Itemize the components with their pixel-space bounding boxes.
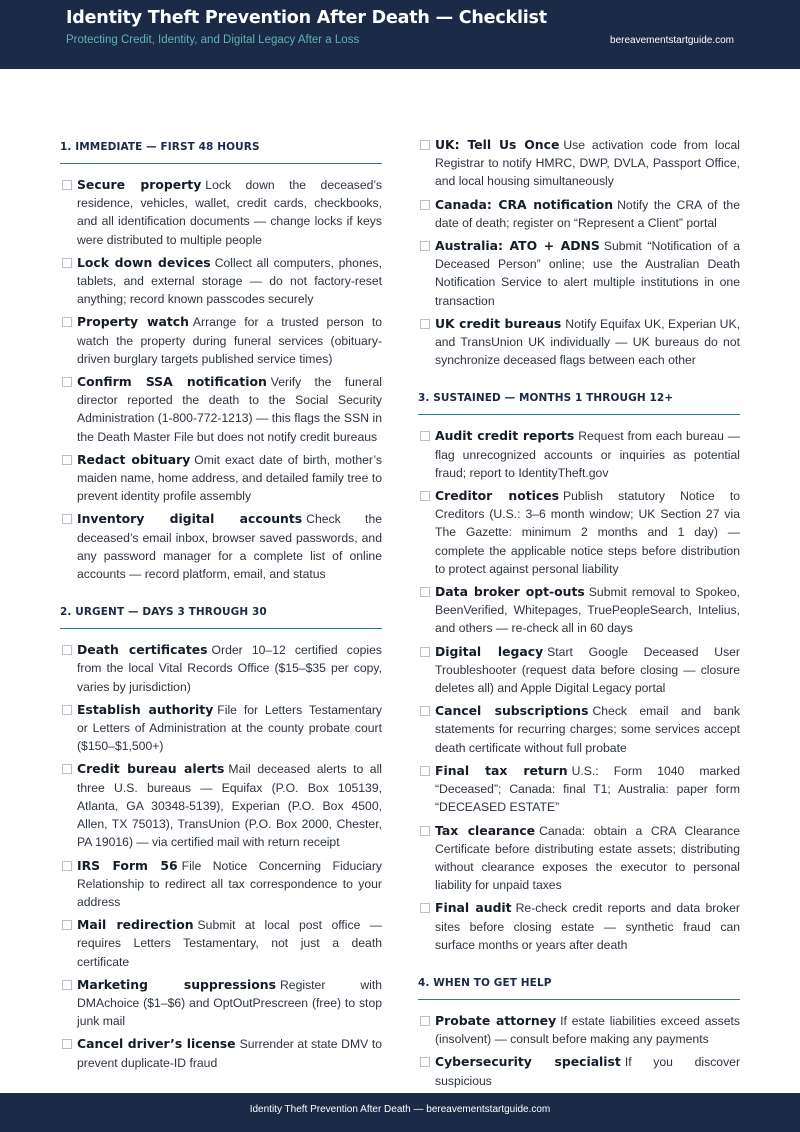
checklist-item: [60, 976, 382, 1031]
checklist-item-text: Collect all computers, phones, tablets, and external storage — do not factory-reset anything; record known passcodes securely: [77, 255, 382, 307]
checkbox-icon[interactable]: [420, 241, 430, 251]
left-column: [60, 136, 382, 1077]
right-column: [418, 136, 740, 1095]
checkbox-icon[interactable]: [420, 903, 430, 913]
checklist-item: [418, 196, 740, 232]
checkbox-icon[interactable]: [420, 1016, 430, 1026]
checkbox-icon[interactable]: [62, 377, 72, 387]
checklist-item-title: Creditor notices: [435, 488, 560, 504]
footer-text: Identity Theft Prevention After Death — bereavementstartguide.com: [249, 1104, 551, 1115]
checklist-item-text: Submit at local post office — requires Letters Testamentary, not just a death certificate: [77, 918, 382, 969]
section-heading-sustained: 3. SUSTAINED — MONTHS 1 THROUGH 12+: [418, 387, 740, 415]
checkbox-icon[interactable]: [62, 455, 72, 465]
checklist-item-text: Mail deceased alerts to all three U.S. bureaus — Equifax (P.O. Box 105139, Atlanta, GA 30348-5139), Experian (P.O. Box 4500, Allen, TX 75013), TransUnion (P.O. Box 2000, Chester, PA 19016) — via certified mail with return receipt: [77, 762, 382, 850]
checklist-item-text: File for Letters Testamentary or Letters of Administration at the county probate court ($150–$1,500+): [77, 702, 382, 754]
checklist-item-title: Mail redirection: [77, 917, 194, 933]
checkbox-icon[interactable]: [420, 140, 430, 150]
page-header: [0, 0, 800, 69]
checklist-item: [60, 510, 382, 583]
checklist-item-title: Death certificates: [77, 642, 208, 658]
checklist-item-title: Final audit: [435, 900, 512, 916]
checklist-item-text: Register with DMAchoice ($1–$6) and OptOutPrescreen (free) to stop junk mail: [77, 977, 382, 1029]
checklist-item-title: Final tax return: [435, 762, 568, 778]
checklist-item: [418, 643, 740, 698]
checklist-immediate: [60, 176, 382, 583]
checkbox-icon[interactable]: [62, 514, 72, 524]
checklist-item-title: Tax clearance: [435, 822, 536, 838]
checklist-item-text: Omit exact date of birth, mother’s maiden name, home address, and detailed family tree to prevent identity profile assembly: [77, 452, 382, 504]
checklist-item-text: Check email and bank statements for recurring charges; some services accept death certificate without full probate: [435, 704, 740, 755]
site-url: bereavementstartguide.com: [610, 35, 734, 46]
checkbox-icon[interactable]: [420, 706, 430, 716]
checklist-item-text: Lock down the deceased’s residence, vehicles, wallet, credit cards, checkbooks, and all identification documents — change locks if keys were distributed to multiple people: [77, 178, 382, 247]
checklist-item-text: Arrange for a trusted person to watch the property during funeral services (obituary-driven burglary targets published service times): [77, 315, 382, 366]
checklist-item-text: U.S.: Form 1040 marked “Deceased”; Canada: final T1; Australia: paper form “DECEASED ESTATE”: [435, 763, 740, 815]
checklist-item-title: Redact obituary: [77, 451, 191, 467]
checklist-item-title: Property watch: [77, 314, 189, 330]
checklist-item-text: Submit “Notification of a Deceased Person” online; use the Australian Death Notification Service to alert multiple institutions in one transaction: [435, 239, 740, 308]
checkbox-icon[interactable]: [62, 705, 72, 715]
checklist-sustained: [418, 427, 740, 953]
checklist-item-title: Data broker opt-outs: [435, 584, 585, 600]
checklist-item: [418, 136, 740, 191]
checkbox-icon[interactable]: [62, 980, 72, 990]
checklist-item-title: IRS Form 56: [77, 857, 178, 873]
checklist-item-title: UK: Tell Us Once: [435, 137, 560, 152]
checklist-item: [60, 176, 382, 249]
checklist-item-title: Probate attorney: [435, 1012, 557, 1028]
checklist-item: [60, 313, 382, 368]
checkbox-icon[interactable]: [420, 431, 430, 441]
checklist-item: [418, 822, 740, 895]
checklist-item: [418, 583, 740, 638]
checklist-item: [418, 899, 740, 954]
checkbox-icon[interactable]: [420, 826, 430, 836]
checklist-item-text: If estate liabilities exceed assets (insolvent) — consult before making any payments: [435, 1013, 740, 1047]
checklist-item: [418, 762, 740, 817]
checklist-item: [418, 1012, 740, 1048]
checklist-item-text: Notify Equifax UK, Experian UK, and TransUnion UK individually — UK bureaus do not synchronize deceased flags between each other: [435, 316, 740, 368]
checklist-item-title: Cancel subscriptions: [435, 703, 589, 719]
checkbox-icon[interactable]: [420, 587, 430, 597]
checklist-item: [60, 1035, 382, 1071]
checklist-item-text: File Notice Concerning Fiduciary Relationship to redirect all tax correspondence to your address: [77, 858, 382, 909]
checklist-item-text: Surrender at state DMV to prevent duplicate-ID fraud: [77, 1037, 382, 1070]
section-heading-urgent: 2. URGENT — DAYS 3 THROUGH 30: [60, 601, 382, 629]
checklist-urgent: [60, 641, 382, 1071]
checklist-item: [418, 487, 740, 578]
checklist-item-title: Digital legacy: [435, 643, 544, 659]
checklist-item-title: Credit bureau alerts: [77, 761, 225, 777]
checklist-item-title: UK credit bureaus: [435, 315, 562, 331]
checklist-item: [60, 451, 382, 506]
checklist-item: [418, 427, 740, 482]
checklist-item-text: Verify the funeral director reported the death to the Social Security Administration (1-800-772-1213) — this flags the SSN in the Death Master File but does not notify credit bureaus: [77, 375, 382, 444]
checklist-item-title: Secure property: [77, 177, 202, 192]
section-heading-help: 4. WHEN TO GET HELP: [418, 972, 740, 1000]
checkbox-icon[interactable]: [62, 317, 72, 327]
checklist-item-text: If you discover suspicious: [435, 1055, 740, 1088]
checkbox-icon[interactable]: [62, 180, 72, 190]
checkbox-icon[interactable]: [62, 258, 72, 268]
checklist-item-text: Request from each bureau — flag unrecognized accounts or inquiries as potential fraud; report to IdentityTheft.gov: [435, 429, 740, 480]
checkbox-icon[interactable]: [62, 645, 72, 655]
checklist-item: [60, 641, 382, 696]
checklist-item: [60, 760, 382, 851]
checklist-item-text: Use activation code from local Registrar to notify HMRC, DWP, DVLA, Passport Office, and local housing simultaneously: [435, 138, 740, 189]
checklist-item-text: Publish statutory Notice to Creditors (U.S.: 3–6 month window; UK Section 27 via The Gazette: minimum 2 months and 1 day) — complete the applicable notice steps before distribution to protect against personal liability: [435, 489, 740, 576]
checklist-item: [418, 1053, 740, 1089]
page-footer: [0, 1093, 800, 1132]
checklist-item-title: Establish authority: [77, 701, 214, 717]
checkbox-icon[interactable]: [62, 920, 72, 930]
checklist-item-text: Canada: obtain a CRA Clearance Certificate before distributing estate assets; distributing without clearance exposes the executor to personal liability for unpaid taxes: [435, 823, 740, 893]
checklist-urgent-continued: [418, 136, 740, 369]
checklist-item: [418, 237, 740, 310]
checklist-item-title: Australia: ATO + ADNS: [435, 238, 600, 254]
checklist-item-text: Start Google Deceased User Troubleshooter (request data before closing — closure deletes all) and Apple Digital Legacy portal: [435, 644, 740, 696]
checklist-item-text: Order 10–12 certified copies from the local Vital Records Office ($15–$35 per copy, varies by jurisdiction): [77, 643, 383, 694]
checklist-item-text: Re-check credit reports and data broker sites before closing estate — synthetic fraud can surface months or years after death: [435, 901, 740, 952]
checklist-item-title: Canada: CRA notification: [435, 196, 614, 212]
checklist-item-text: Notify the CRA of the date of death; register on “Represent a Client” portal: [435, 197, 740, 230]
checklist-item: [60, 254, 382, 309]
checklist-item: [60, 916, 382, 971]
checklist-item-text: Submit removal to Spokeo, BeenVerified, Whitepages, TruePeopleSearch, Intelius, and others — re-check all in 60 days: [435, 585, 740, 636]
checkbox-icon[interactable]: [420, 200, 430, 210]
checklist-item: [418, 315, 740, 370]
checkbox-icon[interactable]: [420, 491, 430, 501]
page-title: Identity Theft Prevention After Death — Checklist: [66, 8, 547, 28]
section-heading-immediate: 1. IMMEDIATE — FIRST 48 HOURS: [60, 136, 382, 164]
checklist-item-title: Lock down devices: [77, 254, 211, 270]
checklist-item-title: Cybersecurity specialist: [435, 1054, 621, 1070]
checklist-item: [60, 701, 382, 756]
checklist-item-title: Inventory digital accounts: [77, 511, 303, 527]
checklist-help: [418, 1012, 740, 1090]
checklist-item-title: Audit credit reports: [435, 428, 575, 444]
checkbox-icon[interactable]: [420, 766, 430, 776]
checklist-item-title: Confirm SSA notification: [77, 374, 267, 390]
checkbox-icon[interactable]: [62, 1039, 72, 1049]
checklist-item-title: Marketing suppressions: [77, 976, 276, 992]
checkbox-icon[interactable]: [62, 764, 72, 774]
checklist-item-title: Cancel driver’s license: [77, 1036, 236, 1052]
checkbox-icon[interactable]: [420, 1057, 430, 1067]
checkbox-icon[interactable]: [62, 861, 72, 871]
checkbox-icon[interactable]: [420, 319, 430, 329]
checklist-item: [60, 857, 382, 912]
checklist-item: [418, 702, 740, 757]
checklist-item: [60, 373, 382, 446]
checklist-item-text: Check the deceased’s email inbox, browser saved passwords, and any password manager for a complete list of online accounts — record platform, email, and status: [77, 512, 382, 582]
checkbox-icon[interactable]: [420, 647, 430, 657]
page-subtitle: Protecting Credit, Identity, and Digital Legacy After a Loss: [66, 34, 360, 46]
